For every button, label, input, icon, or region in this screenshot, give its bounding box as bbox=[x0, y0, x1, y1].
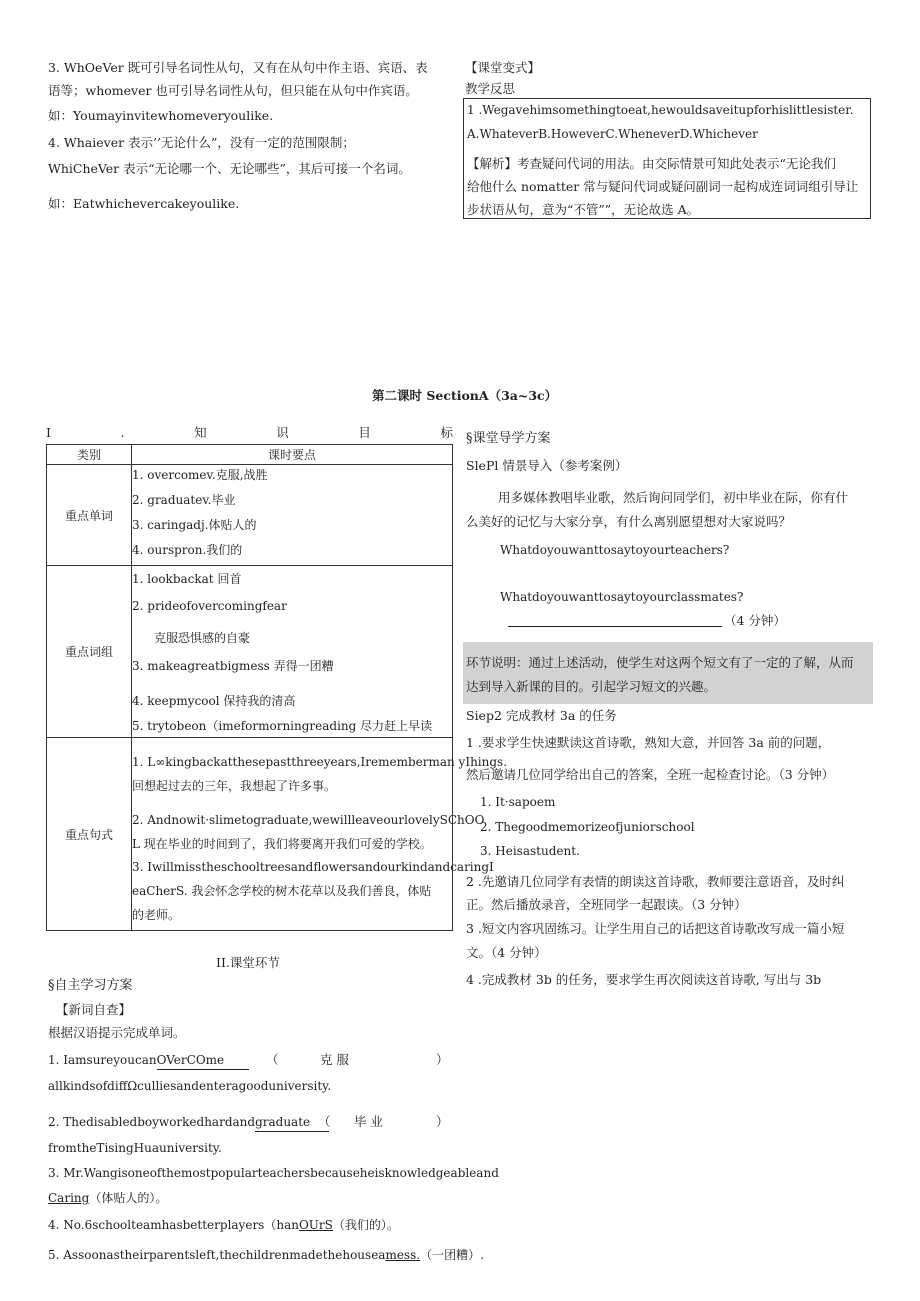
task-3-line-1: 3 .短文内容巩固练习。让学生用自己的话把这首诗歌改写成一篇小短 bbox=[466, 921, 845, 936]
note-line-2: 达到导入新课的目的。引起学习短文的兴趣。 bbox=[466, 679, 717, 694]
point-item: 1. L∞kingbackatthesepastthreeyears,Irememberman yIhings. bbox=[132, 755, 508, 769]
section-2-heading: II.课堂环节 bbox=[216, 955, 280, 970]
objectives-label-char: 知 bbox=[194, 425, 207, 440]
point-item: 3. IwillmisstheschooltreesandflowersandourkindandcaringI bbox=[132, 860, 494, 874]
point-item: 的老师。 bbox=[132, 908, 181, 922]
task-2-line-1: 2 .先邀请几位同学有表情的朗读这首诗歌，教师要注意语音，及时纠 bbox=[466, 874, 845, 889]
answer-blank: graduate bbox=[255, 1113, 329, 1132]
exercise-1-paren-left: （ bbox=[266, 1052, 279, 1067]
exercise-2-cont: fromtheTisingHuauniversity. bbox=[48, 1141, 222, 1155]
note-3-example: 如：Youmayinvitewhomeveryoulike. bbox=[48, 108, 274, 123]
analysis-line-2: 给他什么 nomatter 常与疑问代词或疑问副词一起构成连词词组引导让 bbox=[467, 179, 859, 194]
answer-1: 1. It·sapoem bbox=[480, 795, 556, 809]
task-2-line-2: 正。然后播放录音，全班同学一起跟读。（3 分钟） bbox=[466, 897, 747, 912]
section-title: 第二课时 SectionA（3a~3c） bbox=[372, 388, 558, 403]
task-1-line-1: 1 .要求学生快速默读这首诗歌，熟知大意，并回答 3a 前的问题， bbox=[466, 735, 831, 750]
variant-heading: 【课堂变式】 bbox=[465, 60, 541, 75]
point-item: 4. ourspron.我们的 bbox=[132, 543, 243, 557]
task-3-line-2: 文。（4 分钟） bbox=[466, 945, 547, 960]
exercise-2-hint: 毕 业 bbox=[354, 1114, 383, 1129]
guide-plan-heading: §课堂导学方案 bbox=[466, 431, 551, 446]
point-item: 克服恐惧感的自豪 bbox=[154, 631, 251, 645]
point-item: 5. trytobeon（imeformorningreading 尽力赶上早读 bbox=[132, 719, 433, 733]
point-item: 1. overcomev.克服,战胜 bbox=[132, 468, 268, 482]
answer-blank: mess. bbox=[385, 1248, 421, 1262]
point-item: 2. prideofovercomingfear bbox=[132, 599, 287, 613]
intro-line-2: 么美好的记忆与大家分享，有什么离别愿望想对大家说吗？ bbox=[466, 514, 792, 529]
intro-line-1: 用多媒体教唱毕业歌，然后询问同学们，初中毕业在际，你有什 bbox=[498, 490, 849, 505]
point-item: 3. caringadj.体贴人的 bbox=[132, 518, 257, 532]
analysis-line-3: 步状语从句，意为“不管””，无论故选 A。 bbox=[467, 202, 700, 217]
column-header-points: 课时要点 bbox=[132, 445, 453, 465]
variant-options: A.WhateverB.HoweverC.WheneverD.Whichever bbox=[467, 127, 758, 141]
point-item: eaCherS. 我会怀念学校的树木花草以及我们善良，体贴 bbox=[132, 884, 432, 898]
answer-blank: Caring bbox=[48, 1191, 90, 1205]
variant-question: 1 .Wegavehimsomethingtoeat,hewouldsaveitupforhislittlesister. bbox=[467, 103, 854, 117]
exercise-4: 4. No.6schoolteamhasbetterplayers（hanOUrS（我们的）。 bbox=[48, 1218, 399, 1232]
question-classmates: Whatdoyouwanttosaytoyourclassmates? bbox=[500, 590, 744, 604]
point-item: 回想起过去的三年，我想起了许多事。 bbox=[132, 779, 337, 793]
point-item: 2. graduatev.毕业 bbox=[132, 493, 236, 507]
self-study-heading: §自主学习方案 bbox=[48, 978, 133, 993]
exercise-2: 2. Thedisabledboyworkedhardandgraduate bbox=[48, 1113, 329, 1132]
point-item: 1. lookbackat 回首 bbox=[132, 572, 242, 586]
answer-line bbox=[508, 626, 722, 627]
row-category: 重点句式 bbox=[47, 738, 132, 931]
step-1-heading: SlePl 情景导入（参考案例） bbox=[466, 458, 628, 473]
table-row bbox=[47, 738, 453, 931]
answer-3: 3. Heisastudent. bbox=[480, 844, 580, 858]
row-category: 重点词组 bbox=[47, 566, 132, 738]
row-category: 重点单词 bbox=[47, 465, 132, 566]
table-row bbox=[47, 465, 453, 566]
new-words-heading: 【新词自查】 bbox=[56, 1002, 132, 1017]
exercise-1: 1. IamsureyoucanOVerCOme bbox=[48, 1051, 249, 1070]
note-4-line-2: WhiCheVer 表示“无论哪一个、无论哪些”，其后可接一个名词。 bbox=[48, 161, 411, 176]
exercise-1-hint: 克 服 bbox=[320, 1052, 349, 1067]
objectives-label bbox=[46, 424, 453, 442]
exercise-5: 5. Assoonastheirparentsleft,thechildrenmadethehouseamess.（一团糟）. bbox=[48, 1248, 484, 1262]
note-3-line-2: 语等；whomever 也可引导名词性从句，但只能在从句中作宾语。 bbox=[48, 83, 418, 98]
exercise-2-paren-left: （ bbox=[318, 1114, 331, 1129]
task-1-line-2: 然后邀请几位同学给出自己的答案，全班一起检查讨论。（3 分钟） bbox=[466, 767, 835, 782]
point-item: 3. makeagreatbigmess 弄得一团糟 bbox=[132, 659, 334, 673]
objectives-label-char: 标 bbox=[440, 425, 453, 440]
point-item: L 现在毕业的时间到了，我们将要离开我们可爱的学校。 bbox=[132, 837, 432, 851]
answer-blank: OUrS bbox=[298, 1218, 333, 1232]
note-4-example: 如：Eatwhichevercakeyoulike. bbox=[48, 196, 240, 211]
point-item: 2. Andnowit·slimetograduate,wewillleaveourlovelySChOO bbox=[132, 813, 485, 827]
exercise-2-paren-right: ） bbox=[436, 1114, 449, 1129]
exercise-3: 3. Mr.Wangisoneofthemostpopularteachersbecauseheisknowledgeableand bbox=[48, 1166, 499, 1180]
note-line-1: 环节说明：通过上述活动，使学生对这两个短文有了一定的了解，从而 bbox=[466, 655, 854, 670]
answer-blank: OVerCOme bbox=[157, 1051, 249, 1070]
point-item: 4. keepmycool 保持我的清高 bbox=[132, 694, 296, 708]
objectives-label-char: I bbox=[46, 425, 51, 440]
objectives-label-char: 目 bbox=[358, 425, 371, 440]
reflection-label: 教学反思 bbox=[465, 81, 516, 96]
column-header-category: 类别 bbox=[47, 445, 132, 465]
analysis-line-1: 【解析】考查疑问代词的用法。由交际情景可知此处表示“无论我们 bbox=[467, 156, 836, 171]
objectives-label-char: 识 bbox=[276, 425, 289, 440]
note-3-line-1: 3. WhOeVer 既可引导名词性从句，又有在从句中作主语、宾语、表 bbox=[48, 60, 428, 75]
objectives-table bbox=[46, 444, 508, 931]
step-2-heading: Siep2 完成教材 3a 的任务 bbox=[466, 708, 617, 723]
exercise-3-cont: Caring（体贴人的）。 bbox=[48, 1191, 168, 1205]
task-4-line: 4 .完成教材 3b 的任务，要求学生再次阅读这首诗歌, 写出与 3b bbox=[466, 972, 822, 987]
exercise-1-paren-right: ） bbox=[436, 1052, 449, 1067]
exercise-1-cont: allkindsofdiffΩculliesandenteragooduniversity. bbox=[48, 1079, 332, 1093]
objectives-label-char: . bbox=[120, 425, 125, 440]
table-row bbox=[47, 566, 453, 738]
time-4-min: （4 分钟） bbox=[724, 613, 786, 628]
variant-box bbox=[463, 98, 871, 219]
question-teachers: Whatdoyouwanttosaytoyourteachers? bbox=[500, 543, 730, 557]
instruction: 根据汉语提示完成单词。 bbox=[48, 1025, 186, 1040]
note-4-line-1: 4. Whaiever 表示’’无论什么”，没有一定的范围限制； bbox=[48, 135, 355, 150]
answer-2: 2. Thegoodmemorizeofjuniorschool bbox=[480, 820, 695, 834]
